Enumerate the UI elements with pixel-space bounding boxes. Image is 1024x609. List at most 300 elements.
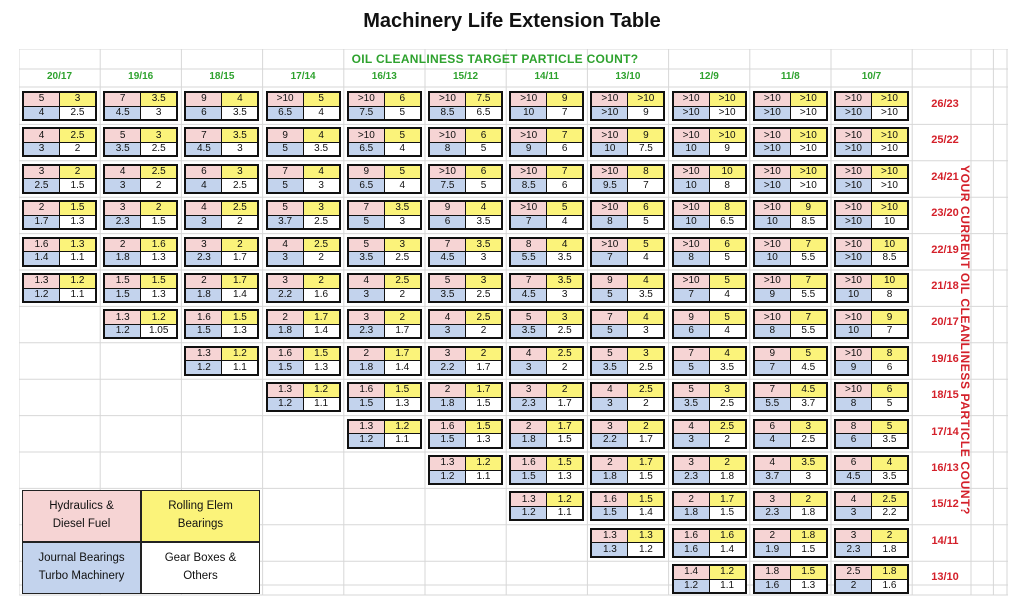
cell-value-gear-boxes-others: 2 [60, 143, 95, 156]
life-extension-cell [834, 127, 909, 157]
target-label: 19/16 [128, 71, 154, 82]
cell-value-rolling-element-bearings: 3.5 [222, 129, 257, 142]
cell-value-rolling-element-bearings: 1.6 [141, 239, 176, 252]
cell-value-gear-boxes-others: 1.3 [791, 580, 826, 593]
cell-value-hydraulics-diesel-fuel: >10 [674, 275, 709, 288]
life-extension-cell [428, 127, 503, 157]
cell-value-gear-boxes-others: 1.3 [141, 289, 176, 302]
life-extension-cell [834, 455, 909, 485]
cell-value-hydraulics-diesel-fuel: 7 [755, 384, 790, 397]
life-extension-cell [103, 309, 178, 339]
cell-value-gear-boxes-others: 8.5 [872, 252, 907, 265]
cell-value-journal-bearings-turbo-machinery: 4 [755, 434, 790, 447]
cell-value-gear-boxes-others: 1.1 [547, 507, 582, 520]
cell-value-gear-boxes-others: 1.6 [872, 580, 907, 593]
cell-value-gear-boxes-others: 1.3 [141, 252, 176, 265]
cell-value-gear-boxes-others: 2.5 [547, 325, 582, 338]
cell-value-hydraulics-diesel-fuel: 3 [24, 166, 59, 179]
cell-value-hydraulics-diesel-fuel: 3 [430, 348, 465, 361]
cell-value-gear-boxes-others: 1.1 [385, 434, 420, 447]
cell-value-journal-bearings-turbo-machinery: 3.7 [268, 216, 303, 229]
cell-value-journal-bearings-turbo-machinery: 5.5 [755, 398, 790, 411]
cell-value-gear-boxes-others: 7 [628, 179, 663, 192]
cell-value-gear-boxes-others: 2.5 [791, 434, 826, 447]
cell-value-rolling-element-bearings: 1.2 [710, 566, 745, 579]
cell-value-hydraulics-diesel-fuel: >10 [836, 239, 871, 252]
cell-value-hydraulics-diesel-fuel: >10 [592, 202, 627, 215]
cell-value-rolling-element-bearings: 4 [872, 457, 907, 470]
cell-value-rolling-element-bearings: 4 [222, 93, 257, 106]
cell-value-hydraulics-diesel-fuel: 3 [511, 384, 546, 397]
life-extension-cell [672, 309, 747, 339]
life-extension-cell [22, 164, 97, 194]
cell-value-gear-boxes-others: 3 [791, 471, 826, 484]
cell-value-rolling-element-bearings: 1.5 [466, 421, 501, 434]
life-extension-cell [347, 91, 422, 121]
cell-value-rolling-element-bearings: 1.5 [628, 493, 663, 506]
life-extension-cell [184, 200, 259, 230]
cell-value-rolling-element-bearings: 3 [304, 202, 339, 215]
cell-value-journal-bearings-turbo-machinery: 10 [755, 216, 790, 229]
cell-value-journal-bearings-turbo-machinery: 9 [511, 143, 546, 156]
cell-value-gear-boxes-others: 4 [547, 216, 582, 229]
cell-value-rolling-element-bearings: 5 [628, 239, 663, 252]
life-extension-cell [347, 164, 422, 194]
cell-value-rolling-element-bearings: 3.5 [547, 275, 582, 288]
cell-value-rolling-element-bearings: 4 [304, 129, 339, 142]
cell-value-hydraulics-diesel-fuel: 1.3 [349, 421, 384, 434]
cell-value-journal-bearings-turbo-machinery: 3.5 [349, 252, 384, 265]
cell-value-gear-boxes-others: 4 [628, 252, 663, 265]
cell-value-hydraulics-diesel-fuel: >10 [836, 166, 871, 179]
cell-value-journal-bearings-turbo-machinery: 2.3 [836, 543, 871, 556]
cell-value-hydraulics-diesel-fuel: 4 [755, 457, 790, 470]
cell-value-journal-bearings-turbo-machinery: 5 [268, 179, 303, 192]
cell-value-hydraulics-diesel-fuel: 1.3 [430, 457, 465, 470]
life-extension-cell [753, 164, 828, 194]
cell-value-journal-bearings-turbo-machinery: 8.5 [430, 107, 465, 120]
cell-value-hydraulics-diesel-fuel: 1.3 [105, 311, 140, 324]
legend-hydraulics: Hydraulics & Diesel Fuel [22, 490, 141, 542]
cell-value-journal-bearings-turbo-machinery: 1.5 [105, 289, 140, 302]
cell-value-rolling-element-bearings: 2 [304, 275, 339, 288]
cell-value-journal-bearings-turbo-machinery: 1.8 [430, 398, 465, 411]
cell-value-rolling-element-bearings: 2.5 [141, 166, 176, 179]
life-extension-cell [672, 127, 747, 157]
cell-value-gear-boxes-others: 3 [304, 179, 339, 192]
cell-value-rolling-element-bearings: 1.5 [141, 275, 176, 288]
cell-value-gear-boxes-others: 6.5 [466, 107, 501, 120]
cell-value-gear-boxes-others: 2.5 [385, 252, 420, 265]
life-extension-cell [509, 491, 584, 521]
cell-value-hydraulics-diesel-fuel: 1.3 [511, 493, 546, 506]
cell-value-hydraulics-diesel-fuel: 4 [105, 166, 140, 179]
cell-value-journal-bearings-turbo-machinery: 6 [430, 216, 465, 229]
life-extension-cell [184, 273, 259, 303]
life-extension-cell [428, 200, 503, 230]
cell-value-journal-bearings-turbo-machinery: 1.2 [24, 289, 59, 302]
cell-value-hydraulics-diesel-fuel: 4 [24, 129, 59, 142]
cell-value-journal-bearings-turbo-machinery: 4.5 [105, 107, 140, 120]
cell-value-rolling-element-bearings: 5 [710, 311, 745, 324]
life-extension-cell [753, 237, 828, 267]
cell-value-journal-bearings-turbo-machinery: 4 [186, 179, 221, 192]
life-extension-cell [753, 382, 828, 412]
cell-value-hydraulics-diesel-fuel: 5 [268, 202, 303, 215]
cell-value-journal-bearings-turbo-machinery: 3 [511, 361, 546, 374]
cell-value-journal-bearings-turbo-machinery: 5 [592, 325, 627, 338]
life-extension-cell [184, 237, 259, 267]
cell-value-gear-boxes-others: 1.1 [304, 398, 339, 411]
current-label: 24/21 [931, 170, 959, 183]
cell-value-rolling-element-bearings: >10 [710, 93, 745, 106]
target-label: 15/12 [452, 71, 479, 82]
life-extension-cell [834, 200, 909, 230]
cell-value-hydraulics-diesel-fuel: 6 [836, 457, 871, 470]
cell-value-gear-boxes-others: 5 [872, 398, 907, 411]
life-extension-cell [428, 419, 503, 449]
cell-value-rolling-element-bearings: 2 [872, 530, 907, 543]
cell-value-rolling-element-bearings: >10 [710, 129, 745, 142]
life-extension-cell [753, 455, 828, 485]
cell-value-gear-boxes-others: 9 [710, 143, 745, 156]
life-extension-cell [266, 309, 341, 339]
cell-value-rolling-element-bearings: >10 [628, 93, 663, 106]
cell-value-rolling-element-bearings: 6 [385, 93, 420, 106]
cell-value-gear-boxes-others: 4 [304, 107, 339, 120]
cell-value-journal-bearings-turbo-machinery: 1.8 [674, 507, 709, 520]
life-extension-cell [509, 419, 584, 449]
cell-value-rolling-element-bearings: 1.3 [60, 239, 95, 252]
cell-value-gear-boxes-others: 1.5 [141, 216, 176, 229]
cell-value-journal-bearings-turbo-machinery: 5 [592, 289, 627, 302]
cell-value-gear-boxes-others: 2.5 [60, 107, 95, 120]
cell-value-rolling-element-bearings: 5 [304, 93, 339, 106]
life-extension-cell [590, 419, 665, 449]
life-extension-cell [428, 382, 503, 412]
cell-value-journal-bearings-turbo-machinery: 1.4 [24, 252, 59, 265]
cell-value-hydraulics-diesel-fuel: >10 [511, 129, 546, 142]
cell-value-rolling-element-bearings: 2 [385, 311, 420, 324]
life-extension-cell [672, 528, 747, 558]
cell-value-rolling-element-bearings: 7 [547, 129, 582, 142]
cell-value-rolling-element-bearings: 3.5 [791, 457, 826, 470]
cell-value-rolling-element-bearings: 3 [547, 311, 582, 324]
current-label: 17/14 [931, 425, 959, 438]
cell-value-hydraulics-diesel-fuel: 1.6 [268, 348, 303, 361]
cell-value-journal-bearings-turbo-machinery: 3.5 [430, 289, 465, 302]
cell-value-journal-bearings-turbo-machinery: >10 [836, 107, 871, 120]
cell-value-rolling-element-bearings: 3 [466, 275, 501, 288]
life-extension-cell [672, 200, 747, 230]
cell-value-hydraulics-diesel-fuel: >10 [592, 93, 627, 106]
cell-value-journal-bearings-turbo-machinery: 3 [105, 179, 140, 192]
life-extension-cell [672, 564, 747, 594]
cell-value-rolling-element-bearings: 4.5 [791, 384, 826, 397]
cell-value-rolling-element-bearings: 2 [60, 166, 95, 179]
target-label: 10/7 [861, 71, 882, 82]
life-extension-cell [834, 346, 909, 376]
cell-value-rolling-element-bearings: 1.6 [710, 530, 745, 543]
cell-value-hydraulics-diesel-fuel: 5 [592, 348, 627, 361]
cell-value-hydraulics-diesel-fuel: 9 [268, 129, 303, 142]
life-extension-cell [672, 419, 747, 449]
cell-value-rolling-element-bearings: >10 [791, 166, 826, 179]
cell-value-gear-boxes-others: 5.5 [791, 252, 826, 265]
life-extension-cell [509, 91, 584, 121]
cell-value-journal-bearings-turbo-machinery: 8 [755, 325, 790, 338]
cell-value-journal-bearings-turbo-machinery: 7 [674, 289, 709, 302]
current-label: 25/22 [931, 134, 959, 147]
cell-value-hydraulics-diesel-fuel: >10 [836, 348, 871, 361]
cell-value-journal-bearings-turbo-machinery: 5.5 [511, 252, 546, 265]
life-extension-cell [103, 91, 178, 121]
cell-value-rolling-element-bearings: 1.2 [547, 493, 582, 506]
cell-value-hydraulics-diesel-fuel: >10 [755, 202, 790, 215]
cell-value-journal-bearings-turbo-machinery: 3 [674, 434, 709, 447]
cell-value-hydraulics-diesel-fuel: 2 [430, 384, 465, 397]
cell-value-journal-bearings-turbo-machinery: 1.9 [755, 543, 790, 556]
life-extension-cell [834, 419, 909, 449]
life-extension-cell [509, 237, 584, 267]
cell-value-journal-bearings-turbo-machinery: 3.5 [105, 143, 140, 156]
cell-value-gear-boxes-others: 3.5 [710, 361, 745, 374]
current-label: 21/18 [931, 280, 959, 292]
life-extension-cell [753, 346, 828, 376]
cell-value-gear-boxes-others: 1.7 [547, 398, 582, 411]
cell-value-gear-boxes-others: 1.7 [385, 325, 420, 338]
cell-value-gear-boxes-others: 5 [466, 143, 501, 156]
cell-value-journal-bearings-turbo-machinery: 9 [836, 361, 871, 374]
life-extension-cell [590, 528, 665, 558]
cell-value-hydraulics-diesel-fuel: 7 [592, 311, 627, 324]
cell-value-journal-bearings-turbo-machinery: 10 [592, 143, 627, 156]
life-extension-cell [590, 346, 665, 376]
cell-value-hydraulics-diesel-fuel: >10 [836, 275, 871, 288]
cell-value-journal-bearings-turbo-machinery: 2.3 [186, 252, 221, 265]
cell-value-gear-boxes-others: 1.3 [60, 216, 95, 229]
cell-value-rolling-element-bearings: 9 [791, 202, 826, 215]
life-extension-cell [672, 491, 747, 521]
cell-value-gear-boxes-others: 3 [141, 107, 176, 120]
life-extension-cell [103, 273, 178, 303]
cell-value-journal-bearings-turbo-machinery: 1.2 [105, 325, 140, 338]
cell-value-journal-bearings-turbo-machinery: >10 [674, 107, 709, 120]
cell-value-hydraulics-diesel-fuel: 4 [186, 202, 221, 215]
cell-value-gear-boxes-others: 1.1 [466, 471, 501, 484]
target-label: 18/15 [209, 71, 235, 82]
target-header: OIL CLEANLINESS TARGET PARTICLE COUNT? [351, 52, 639, 66]
cell-value-rolling-element-bearings: 2.5 [547, 348, 582, 361]
cell-value-gear-boxes-others: 5 [466, 179, 501, 192]
life-extension-cell [834, 309, 909, 339]
cell-value-hydraulics-diesel-fuel: >10 [755, 166, 790, 179]
cell-value-rolling-element-bearings: 1.5 [60, 202, 95, 215]
cell-value-rolling-element-bearings: 2.5 [222, 202, 257, 215]
cell-value-rolling-element-bearings: >10 [872, 93, 907, 106]
cell-value-rolling-element-bearings: 1.5 [304, 348, 339, 361]
cell-value-rolling-element-bearings: 1.2 [222, 348, 257, 361]
cell-value-hydraulics-diesel-fuel: 7 [349, 202, 384, 215]
cell-value-gear-boxes-others: 1.1 [710, 580, 745, 593]
cell-value-gear-boxes-others: 2.5 [141, 143, 176, 156]
cell-value-journal-bearings-turbo-machinery: 7 [755, 361, 790, 374]
cell-value-hydraulics-diesel-fuel: 1.3 [592, 530, 627, 543]
cell-value-gear-boxes-others: 5.5 [791, 325, 826, 338]
life-extension-cell [22, 237, 97, 267]
cell-value-journal-bearings-turbo-machinery: 10 [836, 289, 871, 302]
cell-value-rolling-element-bearings: 1.2 [60, 275, 95, 288]
cell-value-journal-bearings-turbo-machinery: 6.5 [349, 179, 384, 192]
life-extension-cell [22, 127, 97, 157]
life-extension-cell [590, 164, 665, 194]
cell-value-hydraulics-diesel-fuel: 6 [755, 421, 790, 434]
cell-value-hydraulics-diesel-fuel: 4 [349, 275, 384, 288]
cell-value-journal-bearings-turbo-machinery: 6 [186, 107, 221, 120]
cell-value-journal-bearings-turbo-machinery: 3.5 [674, 398, 709, 411]
cell-value-journal-bearings-turbo-machinery: 1.2 [430, 471, 465, 484]
cell-value-journal-bearings-turbo-machinery: 3 [836, 507, 871, 520]
cell-value-rolling-element-bearings: 3.5 [385, 202, 420, 215]
cell-value-gear-boxes-others: 6 [547, 179, 582, 192]
current-label: 14/11 [931, 534, 959, 547]
life-extension-cell [428, 273, 503, 303]
cell-value-rolling-element-bearings: 5 [385, 129, 420, 142]
current-label: 13/10 [931, 571, 959, 584]
cell-value-rolling-element-bearings: 5 [710, 275, 745, 288]
life-extension-cell [753, 127, 828, 157]
cell-value-hydraulics-diesel-fuel: 9 [186, 93, 221, 106]
cell-value-journal-bearings-turbo-machinery: 1.5 [268, 361, 303, 374]
life-extension-cell [266, 273, 341, 303]
cell-value-gear-boxes-others: 7.5 [628, 143, 663, 156]
life-extension-cell [266, 200, 341, 230]
current-label: 19/16 [931, 352, 959, 365]
cell-value-rolling-element-bearings: 1.7 [628, 457, 663, 470]
life-extension-cell [509, 127, 584, 157]
cell-value-journal-bearings-turbo-machinery: 7 [511, 216, 546, 229]
cell-value-hydraulics-diesel-fuel: 9 [592, 275, 627, 288]
cell-value-hydraulics-diesel-fuel: 3 [674, 457, 709, 470]
cell-value-gear-boxes-others: 1.3 [222, 325, 257, 338]
cell-value-hydraulics-diesel-fuel: >10 [755, 275, 790, 288]
life-extension-cell [184, 309, 259, 339]
life-extension-cell [428, 309, 503, 339]
cell-value-hydraulics-diesel-fuel: >10 [674, 129, 709, 142]
cell-value-rolling-element-bearings: 9 [547, 93, 582, 106]
life-extension-cell [266, 91, 341, 121]
cell-value-journal-bearings-turbo-machinery: 8.5 [511, 179, 546, 192]
cell-value-journal-bearings-turbo-machinery: 1.6 [755, 580, 790, 593]
cell-value-hydraulics-diesel-fuel: 4 [511, 348, 546, 361]
cell-value-rolling-element-bearings: 2.5 [466, 311, 501, 324]
current-label: 26/23 [931, 98, 959, 110]
cell-value-rolling-element-bearings: 3 [60, 93, 95, 106]
cell-value-gear-boxes-others: 1.7 [628, 434, 663, 447]
cell-value-journal-bearings-turbo-machinery: 1.8 [511, 434, 546, 447]
cell-value-gear-boxes-others: 3.5 [222, 107, 257, 120]
cell-value-hydraulics-diesel-fuel: 7 [674, 348, 709, 361]
cell-value-journal-bearings-turbo-machinery: 10 [674, 216, 709, 229]
cell-value-gear-boxes-others: 1.1 [60, 252, 95, 265]
cell-value-rolling-element-bearings: 4 [628, 311, 663, 324]
life-extension-cell [347, 273, 422, 303]
cell-value-hydraulics-diesel-fuel: 4 [430, 311, 465, 324]
cell-value-rolling-element-bearings: >10 [872, 202, 907, 215]
cell-value-journal-bearings-turbo-machinery: >10 [755, 107, 790, 120]
cell-value-hydraulics-diesel-fuel: 7 [430, 239, 465, 252]
cell-value-rolling-element-bearings: 2.5 [60, 129, 95, 142]
cell-value-gear-boxes-others: 6 [547, 143, 582, 156]
cell-value-gear-boxes-others: 8 [872, 289, 907, 302]
current-label: 18/15 [931, 389, 959, 402]
cell-value-rolling-element-bearings: 7.5 [466, 93, 501, 106]
cell-value-hydraulics-diesel-fuel: 2 [674, 493, 709, 506]
cell-value-journal-bearings-turbo-machinery: 4.5 [430, 252, 465, 265]
current-label: 23/20 [931, 207, 959, 220]
cell-value-hydraulics-diesel-fuel: 9 [430, 202, 465, 215]
life-extension-cell [509, 164, 584, 194]
cell-value-gear-boxes-others: 2 [628, 398, 663, 411]
cell-value-gear-boxes-others: 1.6 [304, 289, 339, 302]
cell-value-gear-boxes-others: 9 [628, 107, 663, 120]
cell-value-hydraulics-diesel-fuel: >10 [674, 239, 709, 252]
life-extension-cell [753, 91, 828, 121]
life-extension-cell [590, 309, 665, 339]
life-extension-cell [590, 200, 665, 230]
cell-value-journal-bearings-turbo-machinery: >10 [836, 179, 871, 192]
cell-value-hydraulics-diesel-fuel: >10 [755, 311, 790, 324]
life-extension-cell [509, 273, 584, 303]
cell-value-hydraulics-diesel-fuel: 5 [430, 275, 465, 288]
cell-value-hydraulics-diesel-fuel: 4 [836, 493, 871, 506]
cell-value-rolling-element-bearings: 4 [304, 166, 339, 179]
cell-value-gear-boxes-others: 1.3 [304, 361, 339, 374]
cell-value-hydraulics-diesel-fuel: >10 [836, 311, 871, 324]
life-extension-cell [22, 273, 97, 303]
cell-value-gear-boxes-others: >10 [872, 107, 907, 120]
cell-value-journal-bearings-turbo-machinery: 2.3 [105, 216, 140, 229]
life-extension-cell [509, 346, 584, 376]
cell-value-hydraulics-diesel-fuel: 1.3 [186, 348, 221, 361]
page-title: Machinery Life Extension Table [363, 10, 661, 32]
cell-value-journal-bearings-turbo-machinery: 5 [674, 361, 709, 374]
cell-value-rolling-element-bearings: 3 [385, 239, 420, 252]
cell-value-rolling-element-bearings: 3 [141, 129, 176, 142]
cell-value-hydraulics-diesel-fuel: 3 [105, 202, 140, 215]
cell-value-rolling-element-bearings: 8 [628, 166, 663, 179]
cell-value-gear-boxes-others: 1.4 [385, 361, 420, 374]
cell-value-rolling-element-bearings: 5 [791, 348, 826, 361]
cell-value-hydraulics-diesel-fuel: 1.3 [268, 384, 303, 397]
cell-value-rolling-element-bearings: 5 [385, 166, 420, 179]
life-extension-cell [103, 127, 178, 157]
life-extension-cell [834, 237, 909, 267]
cell-value-journal-bearings-turbo-machinery: 1.8 [592, 471, 627, 484]
cell-value-rolling-element-bearings: 3 [628, 348, 663, 361]
cell-value-hydraulics-diesel-fuel: 2 [268, 311, 303, 324]
cell-value-hydraulics-diesel-fuel: >10 [674, 93, 709, 106]
current-label: 15/12 [931, 498, 959, 511]
cell-value-gear-boxes-others: 8.5 [791, 216, 826, 229]
cell-value-rolling-element-bearings: 9 [872, 311, 907, 324]
life-extension-cell [834, 564, 909, 594]
cell-value-rolling-element-bearings: 4 [710, 348, 745, 361]
cell-value-gear-boxes-others: 2.5 [628, 361, 663, 374]
cell-value-hydraulics-diesel-fuel: 1.6 [674, 530, 709, 543]
cell-value-journal-bearings-turbo-machinery: 5 [349, 216, 384, 229]
cell-value-rolling-element-bearings: 2.5 [304, 239, 339, 252]
